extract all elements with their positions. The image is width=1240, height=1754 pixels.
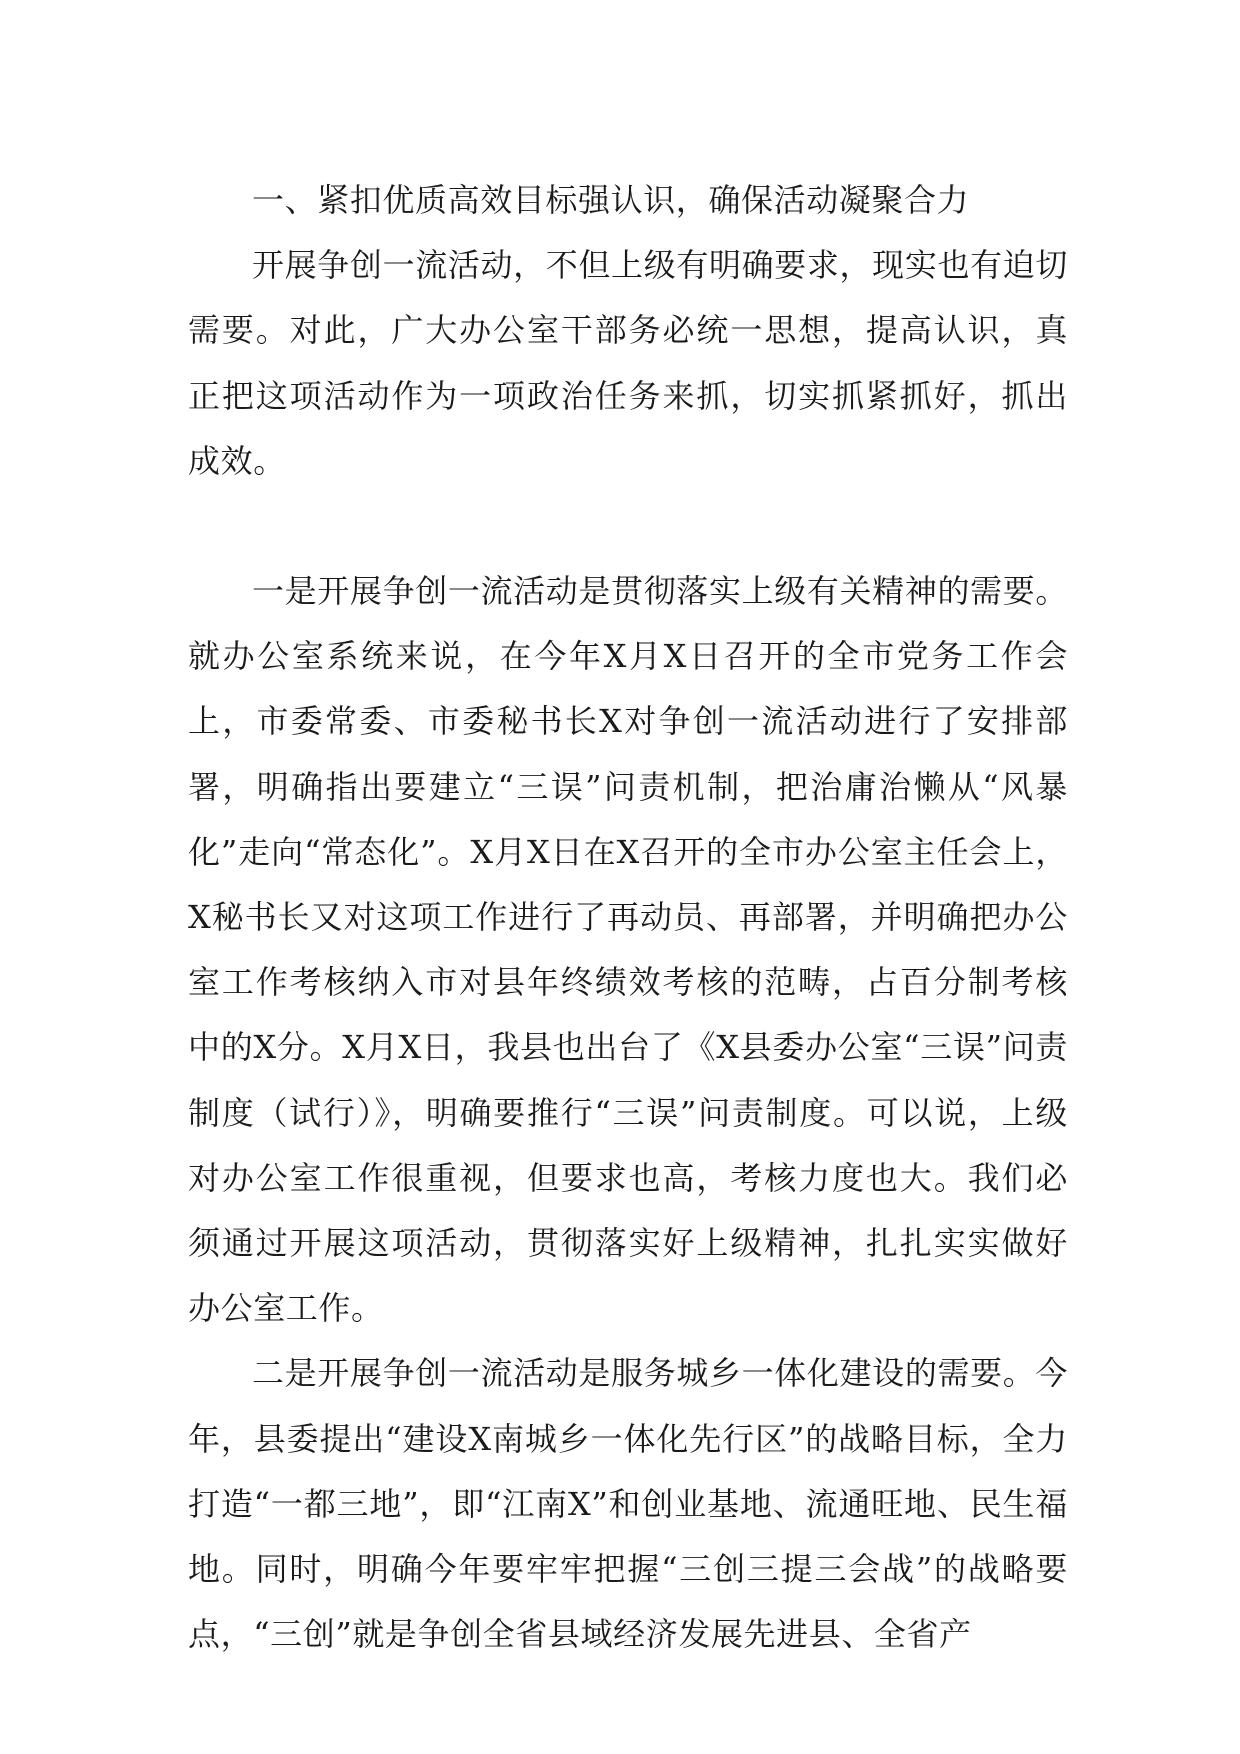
paragraph-point-one: 一是开展争创一流活动是贯彻落实上级有关精神的需要。就办公室系统来说，在今年X月X日召开的全市党务工作会上，市委常委、市委秘书长X对争创一流活动进行了安排部署，明确指出要建立“三误”问责机制，把治庸治懒从“风暴化”走向“常态化”。X月X日在X召开的全市办公室主任会上，X秘书长又对这项工作进行了再动员、再部署，并明确把办公室工作考核纳入市对县年终绩效考核的范畴，占百分制考核中的X分。X月X日，我县也出台了《X县委办公室“三误”问责制度（试行）》，明确要推行“三误”问责制度。可以说，上级对办公室工作很重视，但要求也高，考核力度也大。我们必须通过开展这项活动，贯彻落实好上级精神，扎扎实实做好办公室工作。 — [188, 572, 1068, 1328]
paragraph-intro: 开展争创一流活动，不但上级有明确要求，现实也有迫切需要。对此，广大办公室干部务必统一思想，提高认识，真正把这项活动作为一项政治任务来抓，切实抓紧抓好，抓出成效。 — [188, 246, 1068, 480]
paragraph-spacer — [188, 494, 1068, 559]
section-heading: 一、紧扣优质高效目标强认识，确保活动凝聚合力 — [252, 181, 970, 219]
paragraph-point-two: 二是开展争创一流活动是服务城乡一体化建设的需要。今年，县委提出“建设X南城乡一体化先行区”的战略目标，全力打造“一都三地”，即“江南X”和创业基地、流通旺地、民生福地。同时，明确今年要牢牢把握“三创三提三会战”的战略要点，“三创”就是争创全省县域经济发展先进县、全省产 — [188, 1354, 1068, 1654]
document-body — [188, 168, 1068, 1667]
